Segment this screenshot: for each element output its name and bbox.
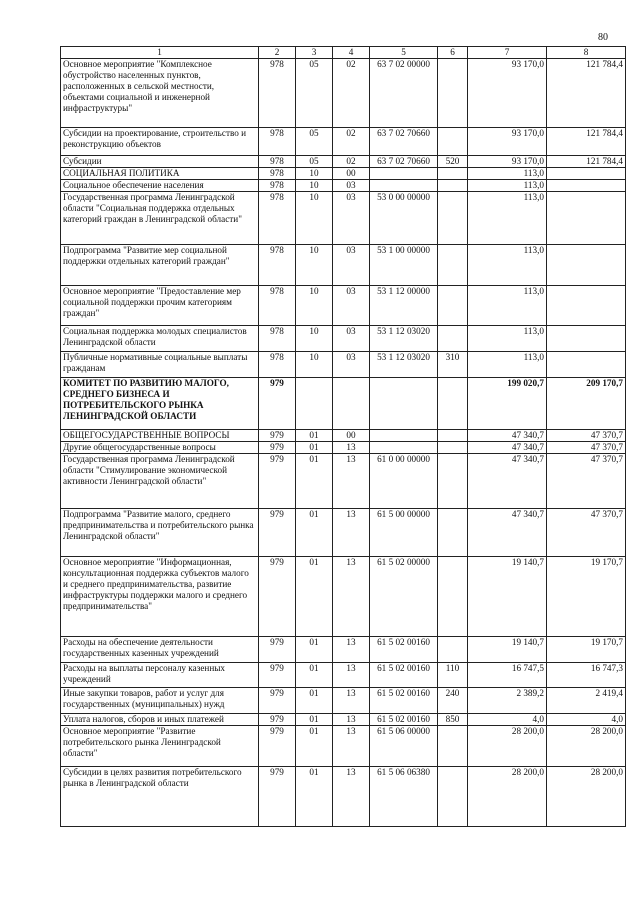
row-name: Подпрограмма "Развитие мер социальной поддержки отдельных категорий граждан" [61, 245, 259, 286]
table-row [61, 557, 626, 637]
row-name: ОБЩЕГОСУДАРСТВЕННЫЕ ВОПРОСЫ [61, 430, 259, 442]
cell-pr: 03 [333, 286, 370, 326]
cell-year1: 47 340,7 [468, 454, 547, 509]
table-row [61, 286, 626, 326]
cell-pr: 13 [333, 767, 370, 827]
header-cell: 1 [61, 47, 259, 59]
table-row [61, 637, 626, 663]
cell-csr [370, 378, 438, 430]
row-name: Социальное обеспечение населения [61, 180, 259, 192]
row-name: КОМИТЕТ ПО РАЗВИТИЮ МАЛОГО, СРЕДНЕГО БИЗНЕСА И ПОТРЕБИТЕЛЬСКОГО РЫНКА ЛЕНИНГРАДСКОЙ ОБЛАСТИ [61, 378, 259, 430]
row-name: Расходы на выплаты персоналу казенных учреждений [61, 663, 259, 688]
table-row [61, 663, 626, 688]
table-row [61, 168, 626, 180]
page-number: 80 [598, 32, 608, 43]
cell-csr: 61 5 02 00160 [370, 714, 438, 726]
cell-pr: 02 [333, 156, 370, 168]
cell-year1: 4,0 [468, 714, 547, 726]
header-cell: 4 [333, 47, 370, 59]
cell-year2: 19 170,7 [547, 557, 626, 637]
cell-pr: 03 [333, 180, 370, 192]
cell-csr: 63 7 02 70660 [370, 156, 438, 168]
cell-rz [296, 378, 333, 430]
cell-year2: 28 200,0 [547, 767, 626, 827]
row-name: Социальная поддержка молодых специалистов Ленинградской области [61, 326, 259, 352]
cell-year1: 113,0 [468, 192, 547, 245]
cell-csr: 63 7 02 00000 [370, 59, 438, 128]
cell-year2: 2 419,4 [547, 688, 626, 714]
cell-vr [438, 286, 468, 326]
cell-pr: 03 [333, 352, 370, 378]
table-row [61, 326, 626, 352]
cell-csr: 63 7 02 70660 [370, 128, 438, 156]
cell-vr: 310 [438, 352, 468, 378]
cell-adm: 979 [259, 430, 296, 442]
cell-year1: 28 200,0 [468, 767, 547, 827]
cell-pr: 02 [333, 59, 370, 128]
cell-rz: 10 [296, 180, 333, 192]
cell-year1: 113,0 [468, 286, 547, 326]
cell-year2 [547, 168, 626, 180]
cell-csr: 61 5 02 00160 [370, 688, 438, 714]
cell-csr: 53 1 00 00000 [370, 245, 438, 286]
cell-year1: 2 389,2 [468, 688, 547, 714]
cell-pr: 00 [333, 168, 370, 180]
table-row [61, 726, 626, 767]
row-name: Государственная программа Ленинградской области "Стимулирование экономической активности Ленинградской области" [61, 454, 259, 509]
cell-csr: 61 5 00 00000 [370, 509, 438, 557]
cell-pr: 02 [333, 128, 370, 156]
cell-year1: 113,0 [468, 326, 547, 352]
cell-vr [438, 326, 468, 352]
table-row [61, 442, 626, 454]
row-name: Другие общегосударственные вопросы [61, 442, 259, 454]
row-name: Уплата налогов, сборов и иных платежей [61, 714, 259, 726]
cell-pr: 13 [333, 663, 370, 688]
table-row [61, 180, 626, 192]
cell-year2: 47 370,7 [547, 430, 626, 442]
cell-year1: 113,0 [468, 168, 547, 180]
cell-vr: 110 [438, 663, 468, 688]
cell-year2: 47 370,7 [547, 442, 626, 454]
cell-vr [438, 168, 468, 180]
cell-vr [438, 637, 468, 663]
cell-rz: 10 [296, 168, 333, 180]
cell-adm: 979 [259, 454, 296, 509]
cell-rz: 10 [296, 326, 333, 352]
cell-year1: 19 140,7 [468, 557, 547, 637]
header-cell: 5 [370, 47, 438, 59]
cell-adm: 978 [259, 326, 296, 352]
cell-rz: 10 [296, 245, 333, 286]
cell-rz: 01 [296, 509, 333, 557]
table-row [61, 454, 626, 509]
cell-vr: 520 [438, 156, 468, 168]
header-cell: 7 [468, 47, 547, 59]
cell-pr [333, 378, 370, 430]
cell-vr [438, 59, 468, 128]
cell-year1: 93 170,0 [468, 156, 547, 168]
table-row [61, 245, 626, 286]
cell-year1: 93 170,0 [468, 59, 547, 128]
cell-pr: 03 [333, 326, 370, 352]
cell-year2 [547, 245, 626, 286]
cell-csr: 53 1 12 03020 [370, 326, 438, 352]
cell-year2: 121 784,4 [547, 156, 626, 168]
cell-csr: 61 5 02 00000 [370, 557, 438, 637]
cell-adm: 979 [259, 557, 296, 637]
cell-adm: 978 [259, 168, 296, 180]
cell-adm: 978 [259, 192, 296, 245]
table-row [61, 352, 626, 378]
cell-vr: 850 [438, 714, 468, 726]
row-name: Подпрограмма "Развитие малого, среднего предпринимательства и потребительского рынка Ленинградской области" [61, 509, 259, 557]
cell-csr: 61 5 02 00160 [370, 663, 438, 688]
cell-rz: 01 [296, 637, 333, 663]
cell-vr [438, 180, 468, 192]
cell-pr: 13 [333, 714, 370, 726]
cell-vr [438, 726, 468, 767]
cell-csr: 53 1 12 03020 [370, 352, 438, 378]
cell-year2 [547, 286, 626, 326]
cell-csr: 53 0 00 00000 [370, 192, 438, 245]
table-row [61, 378, 626, 430]
cell-year2: 4,0 [547, 714, 626, 726]
cell-vr [438, 557, 468, 637]
table-row [61, 59, 626, 128]
cell-year1: 19 140,7 [468, 637, 547, 663]
cell-adm: 979 [259, 637, 296, 663]
cell-vr [438, 767, 468, 827]
cell-year2: 121 784,4 [547, 59, 626, 128]
cell-rz: 01 [296, 430, 333, 442]
row-name: Государственная программа Ленинградской области "Социальная поддержка отдельных категорий граждан в Ленинградской области" [61, 192, 259, 245]
table-row [61, 156, 626, 168]
cell-year2: 28 200,0 [547, 726, 626, 767]
cell-csr: 61 0 00 00000 [370, 454, 438, 509]
row-name: Основное мероприятие "Информационная, консультационная поддержка субъектов малого и среднего предпринимательства, развитие инфраструктуры поддержки малого и среднего предпринимательства" [61, 557, 259, 637]
cell-vr [438, 192, 468, 245]
cell-rz: 01 [296, 726, 333, 767]
table-row [61, 430, 626, 442]
cell-rz: 01 [296, 663, 333, 688]
cell-csr [370, 430, 438, 442]
cell-vr [438, 128, 468, 156]
cell-adm: 978 [259, 156, 296, 168]
table-header-row [61, 47, 626, 59]
cell-pr: 00 [333, 430, 370, 442]
cell-year1: 113,0 [468, 352, 547, 378]
cell-adm: 978 [259, 245, 296, 286]
row-name: Субсидии в целях развития потребительского рынка в Ленинградской области [61, 767, 259, 827]
cell-adm: 979 [259, 767, 296, 827]
cell-adm: 979 [259, 378, 296, 430]
row-name: Расходы на обеспечение деятельности государственных казенных учреждений [61, 637, 259, 663]
cell-year1: 113,0 [468, 245, 547, 286]
cell-adm: 979 [259, 663, 296, 688]
cell-rz: 05 [296, 128, 333, 156]
cell-year1: 47 340,7 [468, 442, 547, 454]
row-name: Публичные нормативные социальные выплаты гражданам [61, 352, 259, 378]
cell-adm: 979 [259, 726, 296, 767]
cell-year1: 93 170,0 [468, 128, 547, 156]
row-name: Субсидии на проектирование, строительство и реконструкцию объектов [61, 128, 259, 156]
cell-rz: 05 [296, 59, 333, 128]
cell-adm: 979 [259, 509, 296, 557]
cell-year1: 47 340,7 [468, 509, 547, 557]
cell-adm: 979 [259, 714, 296, 726]
cell-rz: 01 [296, 442, 333, 454]
cell-year1: 113,0 [468, 180, 547, 192]
cell-rz: 01 [296, 688, 333, 714]
cell-adm: 978 [259, 286, 296, 326]
header-cell: 3 [296, 47, 333, 59]
cell-rz: 05 [296, 156, 333, 168]
cell-rz: 01 [296, 557, 333, 637]
cell-rz: 01 [296, 714, 333, 726]
table-row [61, 767, 626, 827]
cell-vr [438, 430, 468, 442]
table-row [61, 128, 626, 156]
cell-pr: 13 [333, 557, 370, 637]
cell-rz: 10 [296, 352, 333, 378]
cell-rz: 01 [296, 767, 333, 827]
cell-rz: 10 [296, 192, 333, 245]
cell-csr: 61 5 06 00000 [370, 726, 438, 767]
cell-csr [370, 180, 438, 192]
table-row [61, 688, 626, 714]
cell-csr: 53 1 12 00000 [370, 286, 438, 326]
cell-rz: 10 [296, 286, 333, 326]
cell-adm: 978 [259, 59, 296, 128]
row-name: Иные закупки товаров, работ и услуг для государственных (муниципальных) нужд [61, 688, 259, 714]
cell-csr: 61 5 02 00160 [370, 637, 438, 663]
cell-csr: 61 5 06 06380 [370, 767, 438, 827]
cell-csr [370, 442, 438, 454]
cell-pr: 03 [333, 245, 370, 286]
cell-year2: 121 784,4 [547, 128, 626, 156]
cell-year2 [547, 326, 626, 352]
cell-year2 [547, 352, 626, 378]
cell-pr: 13 [333, 688, 370, 714]
cell-csr [370, 168, 438, 180]
cell-vr [438, 378, 468, 430]
cell-pr: 03 [333, 192, 370, 245]
cell-vr [438, 454, 468, 509]
cell-year1: 47 340,7 [468, 430, 547, 442]
table-row [61, 714, 626, 726]
cell-year2: 209 170,7 [547, 378, 626, 430]
cell-adm: 979 [259, 688, 296, 714]
cell-pr: 13 [333, 454, 370, 509]
cell-adm: 978 [259, 128, 296, 156]
row-name: Субсидии [61, 156, 259, 168]
cell-year2: 19 170,7 [547, 637, 626, 663]
table-row [61, 192, 626, 245]
cell-pr: 13 [333, 637, 370, 663]
cell-vr: 240 [438, 688, 468, 714]
cell-rz: 01 [296, 454, 333, 509]
cell-year2: 47 370,7 [547, 509, 626, 557]
cell-year1: 16 747,5 [468, 663, 547, 688]
row-name: Основное мероприятие "Развитие потребительского рынка Ленинградской области" [61, 726, 259, 767]
cell-adm: 978 [259, 180, 296, 192]
cell-year2: 47 370,7 [547, 454, 626, 509]
table-row [61, 509, 626, 557]
row-name: Основное мероприятие "Комплексное обустройство населенных пунктов, расположенных в сельской местности, объектами социальной и инженерной инфраструктуры" [61, 59, 259, 128]
cell-year2 [547, 180, 626, 192]
cell-pr: 13 [333, 509, 370, 557]
cell-year2 [547, 192, 626, 245]
cell-pr: 13 [333, 726, 370, 767]
cell-year1: 28 200,0 [468, 726, 547, 767]
cell-vr [438, 245, 468, 286]
cell-adm: 978 [259, 352, 296, 378]
header-cell: 2 [259, 47, 296, 59]
budget-table [60, 46, 626, 827]
header-cell: 8 [547, 47, 626, 59]
header-cell: 6 [438, 47, 468, 59]
row-name: Основное мероприятие "Предоставление мер социальной поддержки прочим категориям граждан" [61, 286, 259, 326]
cell-year2: 16 747,3 [547, 663, 626, 688]
row-name: СОЦИАЛЬНАЯ ПОЛИТИКА [61, 168, 259, 180]
cell-adm: 979 [259, 442, 296, 454]
cell-vr [438, 509, 468, 557]
cell-pr: 13 [333, 442, 370, 454]
cell-vr [438, 442, 468, 454]
cell-year1: 199 020,7 [468, 378, 547, 430]
